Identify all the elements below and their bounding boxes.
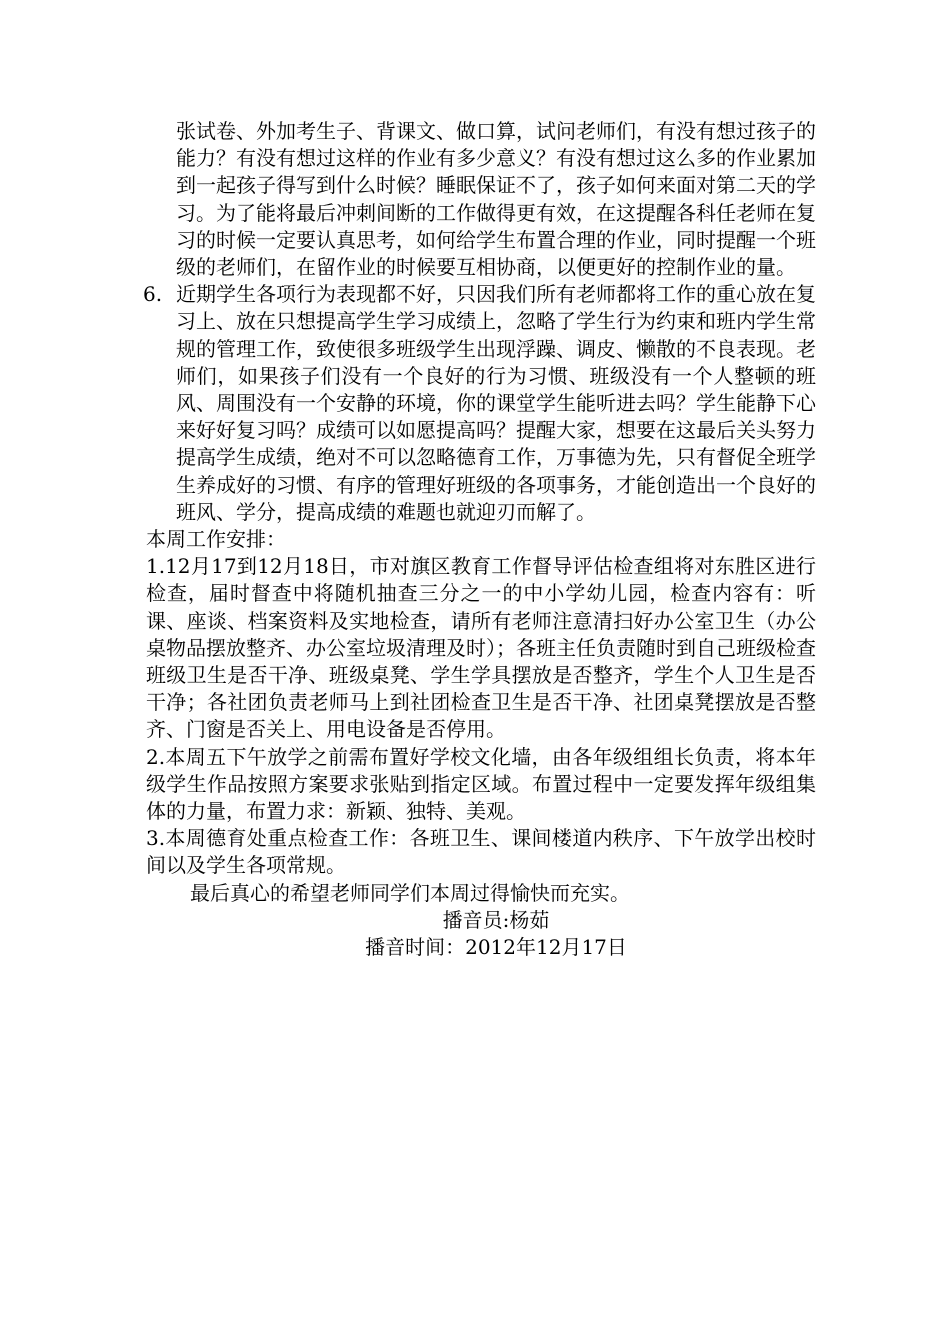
item-6 [143, 281, 816, 526]
item-5-continuation: 张试卷、外加考生子、背课文、做口算，试问老师们，有没有想过孩子的能力？有没有想过这样的作业有多少意义？有没有想过这么多的作业累加到一起孩子得写到什么时候？睡眠保证不了，孩子如何来面对第二天的学习。为了能将最后冲刺间断的工作做得更有效，在这提醒各科任老师在复习的时候一定要认真思考，如何给学生布置合理的作业，同时提醒一个班级的老师们，在留作业的时候要互相协商，以便更好的控制作业的量。 [176, 119, 816, 280]
closing-line: 最后真心的希望老师同学们本周过得愉快而充实。 [190, 880, 630, 905]
broadcaster-line: 播音员:杨茹 [442, 907, 550, 932]
week-item-3: 3.本周德育处重点检查工作：各班卫生、课间楼道内秩序、下午放学出校时间以及学生各项常规。 [146, 826, 816, 878]
broadcast-time-line: 播音时间：2012年12月17日 [365, 935, 627, 960]
week-heading: 本周工作安排： [146, 527, 286, 552]
item-6-number: 6. [143, 282, 163, 307]
item-6-text: 近期学生各项行为表现都不好，只因我们所有老师都将工作的重心放在复习上、放在只想提高学生学习成绩上，忽略了学生行为约束和班内学生常规的管理工作，致使很多班级学生出现浮躁、调皮、懒散的不良表现。老师们，如果孩子们没有一个良好的行为习惯、班级没有一个人整顿的班风、周围没有一个安静的环境，你的课堂学生能听进去吗？学生能静下心来好好复习吗？成绩可以如愿提高吗？提醒大家，想要在这最后关头努力提高学生成绩，绝对不可以忽略德育工作，万事德为先，只有督促全班学生养成好的习惯、有序的管理好班级的各项事务，才能创造出一个良好的班风、学分，提高成绩的难题也就迎刃而解了。 [176, 282, 816, 524]
document-page [143, 118, 816, 961]
week-item-1: 1.12月17到12月18日，市对旗区教育工作督导评估检查组将对东胜区进行检查，届时督查中将随机抽查三分之一的中小学幼儿园，检查内容有：听课、座谈、档案资料及实地检查，请所有老师注意清扫好办公室卫生（办公桌物品摆放整齐、办公室垃圾清理及时）；各班主任负责随时到自己班级检查班级卫生是否干净、班级桌凳、学生学具摆放是否整齐，学生个人卫生是否干净；各社团负责老师马上到社团检查卫生是否干净、社团桌凳摆放是否整齐、门窗是否关上、用电设备是否停用。 [146, 554, 816, 742]
week-item-2: 2.本周五下午放学之前需布置好学校文化墙，由各年级组组长负责，将本年级学生作品按照方案要求张贴到指定区域。布置过程中一定要发挥年级组集体的力量，布置力求：新颖、独特、美观。 [146, 744, 816, 824]
